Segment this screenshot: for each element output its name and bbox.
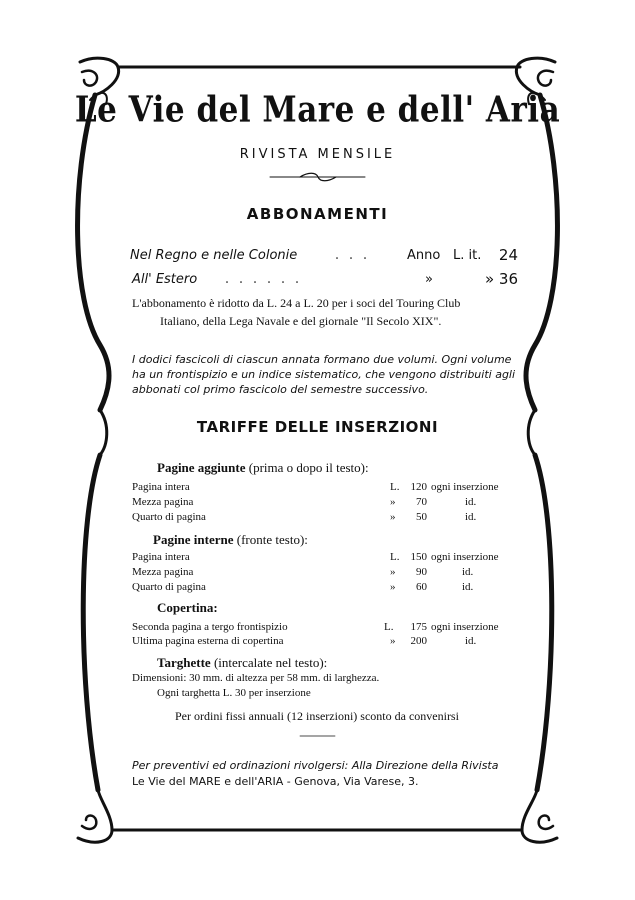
rate-amount: 120 [410, 481, 427, 493]
group-heading-labels [157, 655, 327, 671]
rate-note: id. [465, 635, 477, 647]
rate-symbol: » [390, 581, 396, 593]
group-title: Copertina: [157, 600, 218, 615]
rate-label: Ultima pagina esterna di copertina [132, 635, 284, 647]
group-title: Pagine aggiunte [157, 460, 246, 475]
group-title: Targhette [157, 655, 211, 670]
rate-amount: 50 [416, 511, 427, 523]
magazine-subtitle: RIVISTA MENSILE [239, 147, 396, 162]
group-heading-inner-pages [153, 532, 308, 548]
rate-label: Mezza pagina [132, 566, 194, 578]
rate-label: Pagina intera [132, 551, 190, 563]
labels-dimensions: Dimensioni: 30 mm. di altezza per 58 mm. di larghezza. [132, 672, 380, 684]
rate-symbol: L. [390, 551, 400, 563]
rate-amount: 70 [416, 496, 427, 508]
rate-note: ogni inserzione [431, 551, 499, 563]
group-heading-added-pages [157, 460, 369, 476]
subscription-label-abroad: All' Estero [132, 272, 198, 287]
group-note: (prima o dopo il testo): [248, 460, 369, 475]
volume-notice-line-2: ha un frontispizio e un indice sistematico, che vengono distribuiti agli [132, 368, 516, 381]
volume-notice-line-1: I dodici fascicoli di ciascun annata formano due volumi. Ogni volume [132, 353, 512, 366]
subscription-amount-italy: 24 [498, 246, 518, 264]
subscription-period: Anno [407, 248, 441, 263]
subscription-period-abroad: » [425, 272, 433, 287]
contact-line-1: Per preventivi ed ordinazioni rivolgersi: Alla Direzione della Rivista [132, 759, 499, 772]
rate-note: id. [462, 581, 474, 593]
subscription-amount-abroad: » 36 [484, 270, 518, 288]
reduction-line-1: L'abbonamento è ridotto da L. 24 a L. 20 per i soci del Touring Club [132, 296, 461, 310]
rate-note: id. [462, 566, 474, 578]
rate-amount: 90 [416, 566, 427, 578]
rate-note: ogni inserzione [431, 481, 499, 493]
subscription-currency: L. it. [453, 248, 482, 263]
rate-symbol: » [390, 496, 396, 508]
advertising-rates-heading: TARIFFE DELLE INSERZIONI [196, 418, 439, 436]
rate-amount: 175 [410, 621, 427, 633]
rate-symbol: » [390, 635, 396, 647]
group-note: (fronte testo): [236, 532, 308, 547]
subscriptions-heading: ABBONAMENTI [246, 205, 389, 223]
rate-symbol: » [390, 566, 396, 578]
rate-amount: 60 [416, 581, 427, 593]
group-heading-cover [157, 600, 218, 616]
leader-dots: . . . [335, 246, 370, 263]
rate-label: Quarto di pagina [132, 581, 206, 593]
reduction-line-2: Italiano, della Lega Navale e del giornale "Il Secolo XIX". [160, 314, 442, 328]
rate-note: id. [465, 496, 477, 508]
rate-note: ogni inserzione [431, 621, 499, 633]
rate-symbol: » [390, 511, 396, 523]
volume-notice-line-3: abbonati col primo fascicolo del semestre successivo. [132, 383, 429, 396]
rate-label: Pagina intera [132, 481, 190, 493]
rate-symbol: L. [384, 621, 394, 633]
rate-symbol: L. [390, 481, 400, 493]
rate-amount: 200 [410, 635, 427, 647]
rate-label: Quarto di pagina [132, 511, 206, 523]
subscription-label-italy: Nel Regno e nelle Colonie [130, 248, 298, 263]
rate-note: id. [465, 511, 477, 523]
magazine-title: Le Vie del Mare e dell' Aria [74, 89, 561, 131]
group-note: (intercalate nel testo): [213, 655, 328, 670]
rate-label: Seconda pagina a tergo frontispizio [132, 621, 288, 633]
group-title: Pagine interne [153, 532, 234, 547]
leader-dots: . . . . . . [225, 270, 302, 287]
annual-orders-discount: Per ordini fissi annuali (12 inserzioni) sconto da convenirsi [175, 709, 459, 723]
contact-line-2: Le Vie del MARE e dell'ARIA - Genova, Via Varese, 3. [132, 775, 419, 788]
rate-label: Mezza pagina [132, 496, 194, 508]
labels-price: Ogni targhetta L. 30 per inserzione [157, 687, 311, 699]
rate-amount: 150 [410, 551, 427, 563]
